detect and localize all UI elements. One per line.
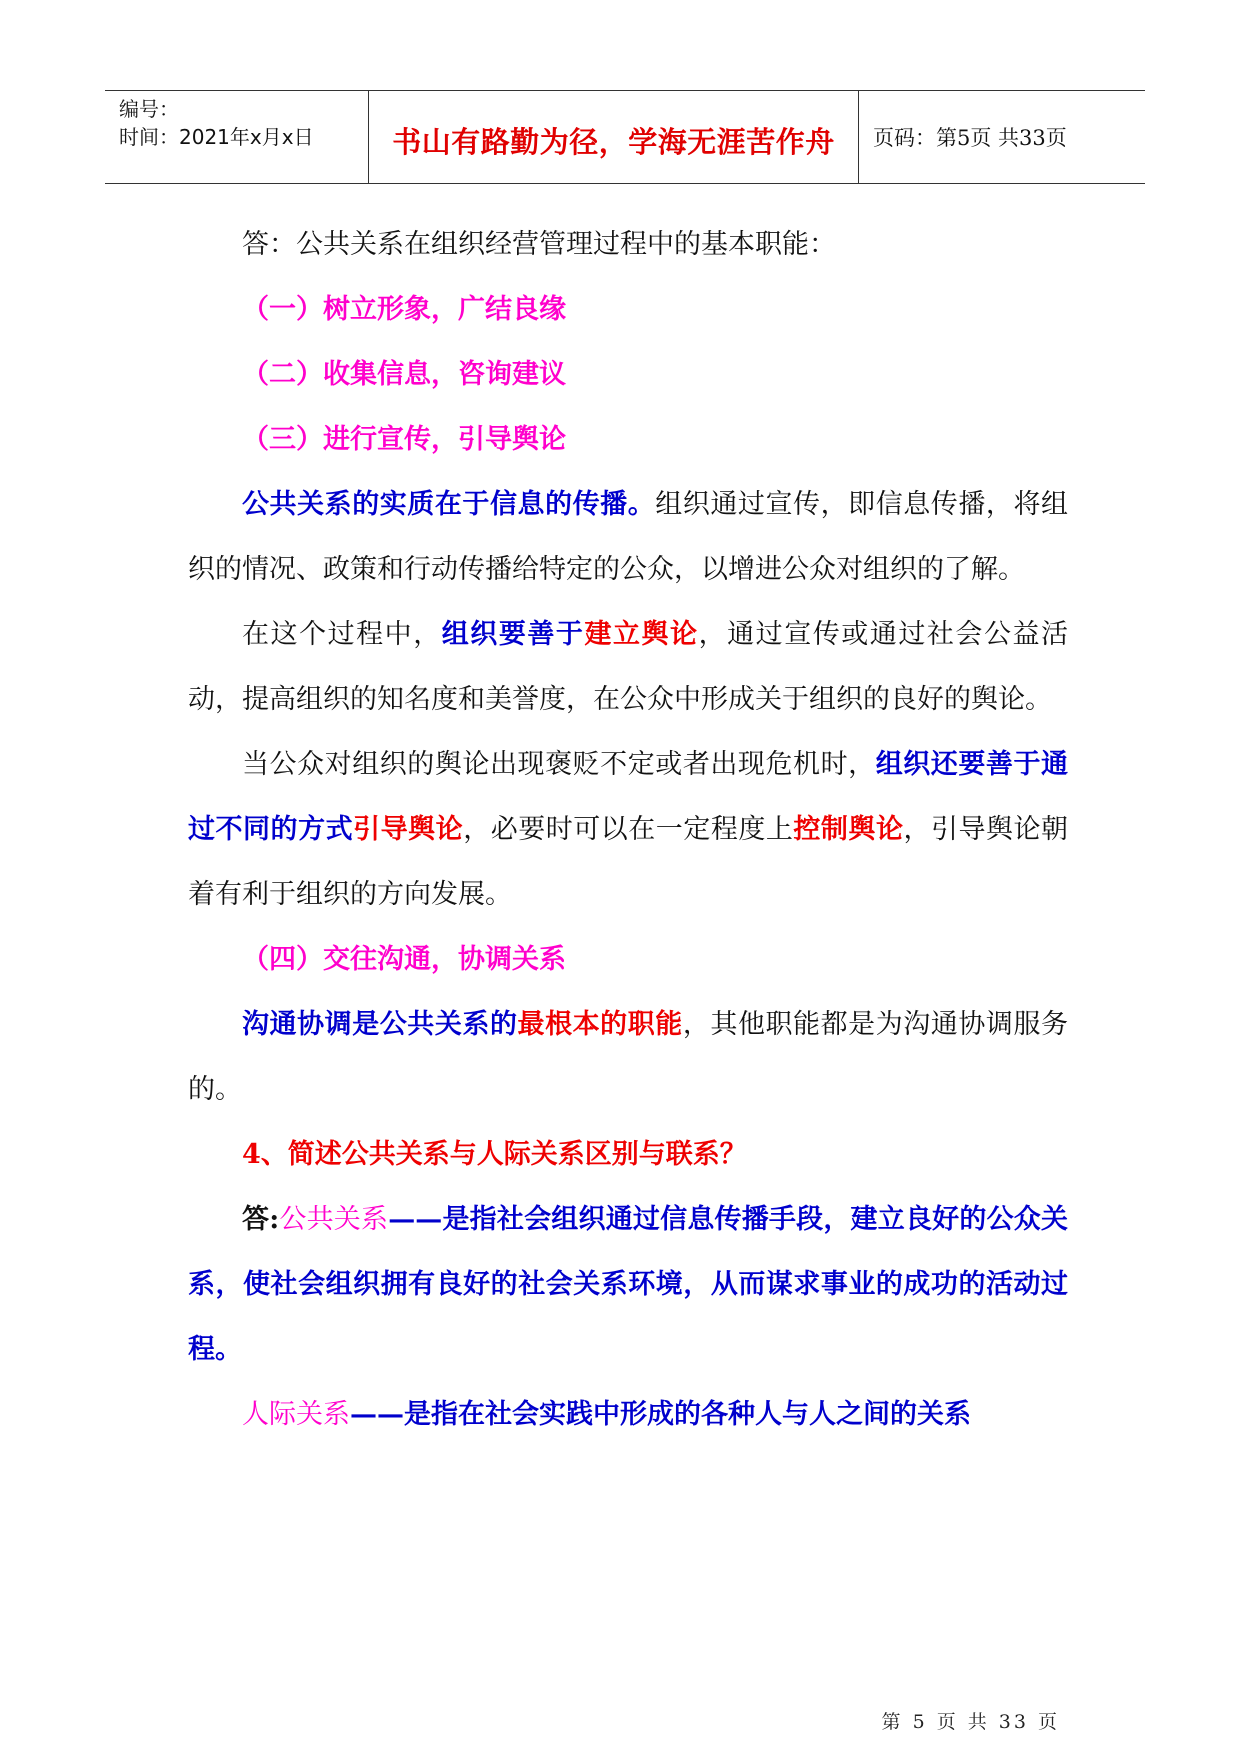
paragraph-2-c: 建立舆论 [584, 619, 699, 650]
motto: 书山有路勤为径，学海无涯苦作舟 [392, 124, 835, 159]
item-4: （四）交往沟通，协调关系 [242, 944, 566, 975]
header-meta-cell [105, 91, 369, 183]
paragraph-2-a: 在这个过程中， [242, 619, 442, 650]
header-page-cell [859, 91, 1145, 183]
paragraph-2 [188, 602, 1068, 732]
paragraph-3-c: 引导舆论 [353, 814, 464, 845]
item-3: （三）进行宣传，引导舆论 [242, 424, 566, 455]
header-motto-cell [369, 91, 859, 183]
page-header [105, 90, 1145, 184]
paragraph-1 [188, 472, 1068, 602]
time-label: 时间：2021年x月x日 [119, 125, 314, 149]
document-body [188, 212, 1068, 1447]
paragraph-3-a: 当公众对组织的舆论出现褒贬不定或者出现危机时， [242, 749, 876, 780]
paragraph-4-a: 沟通协调是公共关系的 [242, 1009, 518, 1040]
paragraph-4-c: ，其他职能都是为沟通协调服务的。 [188, 1009, 1069, 1105]
paragraph-3-f: ，引导舆论朝着有利于组织的方向发展。 [188, 814, 1069, 910]
paragraph-5-c: ——是指社会组织通过信息传播手段，建立良好的公众关系，使社会组织拥有良好的社会关系环境，从而谋求事业的成功的活动过程。 [188, 1204, 1069, 1365]
paragraph-1-bold: 公共关系的实质在于信息的传播。 [242, 489, 656, 520]
question-4: 4、简述公共关系与人际关系区别与联系？ [242, 1139, 747, 1170]
paragraph-5-b: 公共关系 [279, 1204, 389, 1235]
paragraph-4-b: 最根本的职能 [517, 1009, 683, 1040]
paragraph-6-b: ——是指在社会实践中形成的各种人与人之间的关系 [350, 1399, 971, 1430]
paragraph-3-b: 组织还要善于通过不同的方式 [188, 749, 1069, 845]
paragraph-5 [188, 1187, 1068, 1382]
paragraph-5-a: 答: [242, 1204, 280, 1235]
item-1: （一）树立形象，广结良缘 [242, 294, 566, 325]
paragraph-1-rest: 组织通过宣传，即信息传播，将组织的情况、政策和行动传播给特定的公众，以增进公众对组织的了解。 [188, 489, 1069, 585]
page-footer: 第 5 页 共 33 页 [881, 1711, 1060, 1733]
paragraph-3-e: 控制舆论 [793, 814, 904, 845]
paragraph-6 [188, 1382, 1068, 1447]
number-label: 编号： [119, 97, 179, 121]
paragraph-2-b: 组织要善于 [441, 619, 585, 650]
page-label: 页码：第5页 共33页 [873, 126, 1067, 150]
paragraph-6-a: 人际关系 [242, 1399, 350, 1430]
paragraph-2-d: ，通过宣传或通过社会公益活动，提高组织的知名度和美誉度，在公众中形成关于组织的良好的舆论。 [188, 619, 1069, 715]
paragraph-3-d: ，必要时可以在一定程度上 [463, 814, 794, 845]
item-2: （二）收集信息，咨询建议 [242, 359, 566, 390]
paragraph-4 [188, 992, 1068, 1122]
answer-intro: 答：公共关系在组织经营管理过程中的基本职能： [242, 229, 836, 260]
paragraph-3 [188, 732, 1068, 927]
